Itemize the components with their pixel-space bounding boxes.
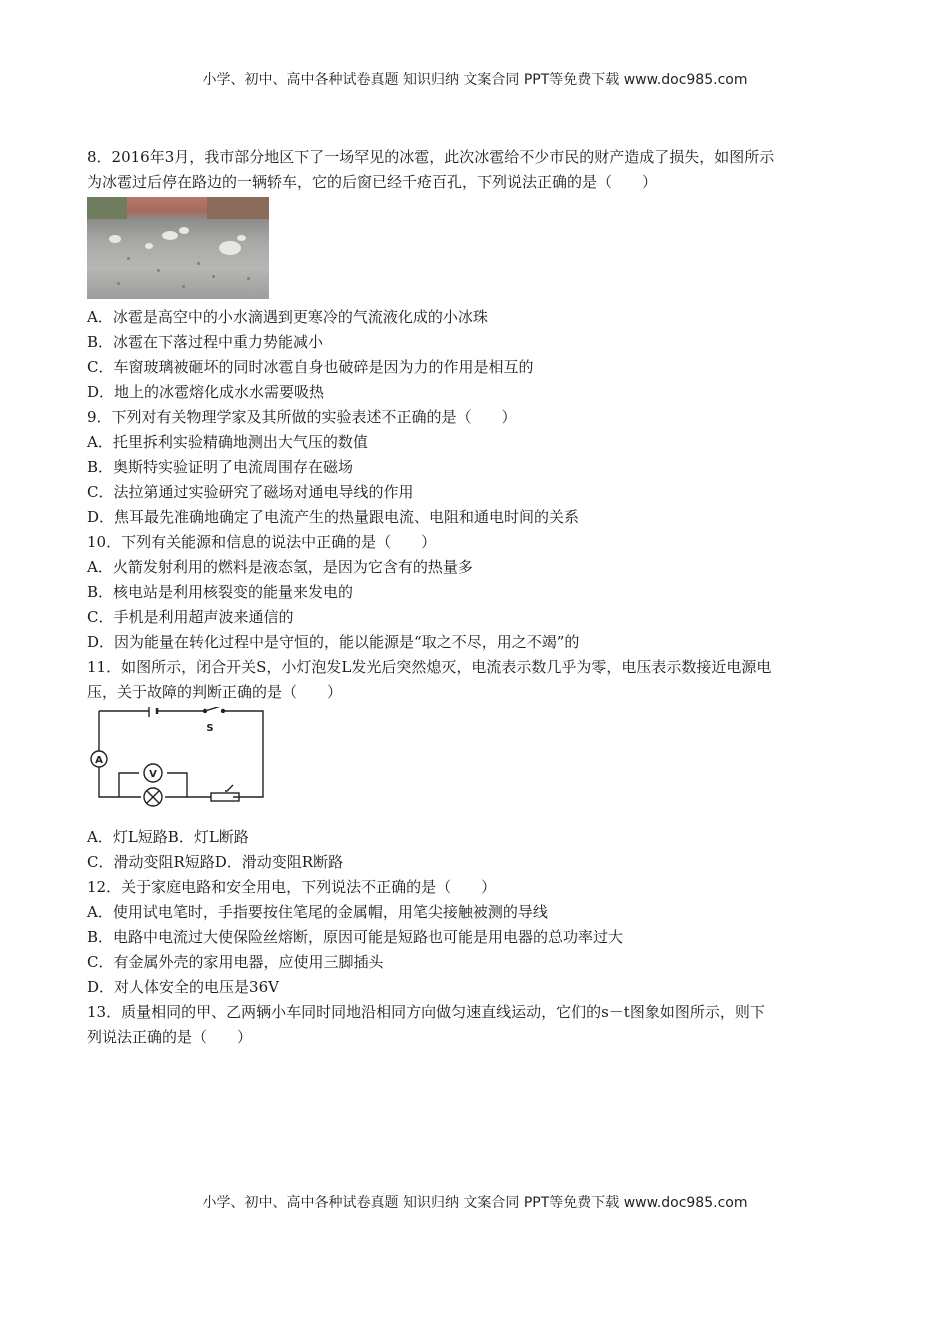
question-8-option-c: C．车窗玻璃被砸坏的同时冰雹自身也破碎是因为力的作用是相互的 bbox=[87, 358, 534, 376]
question-9-option-d: D．焦耳最先准确地确定了电流产生的热量跟电流、电阻和通电时间的关系 bbox=[87, 508, 580, 526]
question-9-option-a: A．托里拆利实验精确地测出大气压的数值 bbox=[87, 433, 368, 451]
question-11-line-2: 压，关于故障的判断正确的是（ ） bbox=[87, 683, 343, 701]
question-list bbox=[87, 145, 857, 1050]
question-10-option-d: D．因为能量在转化过程中是守恒的，能以能源是“取之不尽，用之不竭”的 bbox=[87, 633, 580, 651]
voltmeter-label: V bbox=[149, 769, 157, 780]
question-8-line-2: 为冰雹过后停在路边的一辆轿车，它的后窗已经千疮百孔，下列说法正确的是（ ） bbox=[87, 173, 658, 191]
hail-car-photo bbox=[87, 197, 857, 299]
ammeter-label: A bbox=[95, 755, 103, 766]
circuit-diagram bbox=[87, 707, 857, 819]
question-13-line-2: 列说法正确的是（ ） bbox=[87, 1028, 253, 1046]
question-13 bbox=[87, 1000, 857, 1050]
question-9-option-c: C．法拉第通过实验研究了磁场对通电导线的作用 bbox=[87, 483, 414, 501]
question-8-option-b: B．冰雹在下落过程中重力势能减小 bbox=[87, 333, 324, 351]
question-10-option-c: C．手机是利用超声波来通信的 bbox=[87, 608, 294, 626]
question-8-line-1: 8．2016年3月，我市部分地区下了一场罕见的冰雹，此次冰雹给不少市民的财产造成了损失，如图所示 bbox=[87, 148, 775, 166]
question-10-line-1: 10．下列有关能源和信息的说法中正确的是（ ） bbox=[87, 533, 437, 551]
question-10 bbox=[87, 530, 857, 655]
question-12-option-b: B．电路中电流过大使保险丝熔断，原因可能是短路也可能是用电器的总功率过大 bbox=[87, 928, 624, 946]
question-12 bbox=[87, 875, 857, 1000]
question-8-option-d: D．地上的冰雹熔化成水水需要吸热 bbox=[87, 383, 325, 401]
page-footer: 小学、初中、高中各种试卷真题 知识归纳 文案合同 PPT等免费下载 www.doc985.com bbox=[202, 1195, 748, 1211]
question-10-option-b: B．核电站是利用核裂变的能量来发电的 bbox=[87, 583, 354, 601]
question-12-option-c: C．有金属外壳的家用电器，应使用三脚插头 bbox=[87, 953, 384, 971]
page-header: 小学、初中、高中各种试卷真题 知识归纳 文案合同 PPT等免费下载 www.doc985.com bbox=[202, 72, 748, 88]
question-9 bbox=[87, 405, 857, 530]
question-9-option-b: B．奥斯特实验证明了电流周围存在磁场 bbox=[87, 458, 354, 476]
question-10-option-a: A．火箭发射利用的燃料是液态氢，是因为它含有的热量多 bbox=[87, 558, 473, 576]
question-11-line-1: 11．如图所示，闭合开关S，小灯泡发L发光后突然熄灭，电流表示数几乎为零，电压表示数接近电源电 bbox=[87, 658, 772, 676]
question-9-line-1: 9．下列对有关物理学家及其所做的实验表述不正确的是（ ） bbox=[87, 408, 517, 426]
question-12-option-d: D．对人体安全的电压是36V bbox=[87, 978, 279, 996]
question-13-line-1: 13．质量相同的甲、乙两辆小车同时同地沿相同方向做匀速直线运动，它们的s－t图象如图所示，则下 bbox=[87, 1003, 765, 1021]
question-11 bbox=[87, 655, 857, 875]
question-11-option-ab: A．灯L短路B．灯L断路 bbox=[87, 828, 249, 846]
question-12-line-1: 12．关于家庭电路和安全用电，下列说法不正确的是（ ） bbox=[87, 878, 497, 896]
question-8 bbox=[87, 145, 857, 405]
switch-label: S bbox=[206, 723, 214, 734]
question-12-option-a: A．使用试电笔时，手指要按住笔尾的金属帽，用笔尖接触被测的导线 bbox=[87, 903, 548, 921]
question-11-option-cd: C．滑动变阻R短路D．滑动变阻R断路 bbox=[87, 853, 344, 871]
question-8-option-a: A．冰雹是高空中的小水滴遇到更寒冷的气流液化成的小冰珠 bbox=[87, 308, 488, 326]
